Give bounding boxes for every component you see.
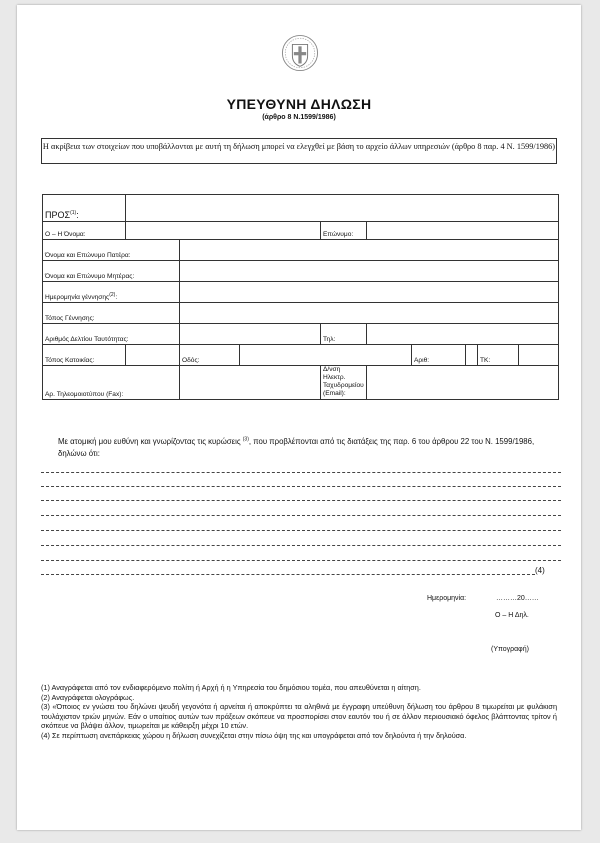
email-label: Δ/νση Ηλεκτρ. Ταχυδρομείου (Email):	[321, 366, 367, 400]
surname-field[interactable]	[367, 222, 559, 240]
table-row	[43, 345, 559, 366]
table-row	[43, 324, 559, 345]
postcode-label: ΤΚ:	[478, 345, 519, 366]
declarant-label: Ο – Η Δηλ.	[495, 612, 529, 619]
table-row	[43, 240, 559, 261]
phone-field[interactable]	[367, 324, 559, 345]
table-row	[43, 222, 559, 240]
footnote-1: (1) Αναγράφεται από τον ενδιαφερόμενο πολίτη ή Αρχή ή η Υπηρεσία του δημόσιου τομέα, που απευθύνεται η αίτηση.	[41, 683, 421, 692]
footnote-3: (3) «Όποιος εν γνώσει του δηλώνει ψευδή γεγονότα ή αρνείται ή αποκρύπτει τα αληθινά με έγγραφη υπεύθυνη δήλωση του άρθρου 8 τιμωρείται με φυλάκιση τουλάχιστον τριών μηνών. Εάν ο υπαίτιος αυτών των πράξεων σκόπευε να προσπορίσει στον εαυτόν του ή σε άλλον περιουσιακό όφελος βλάπτοντας τρίτον ή σκόπευε να βλάψει άλλον, τιμωρείται με κάθειρξη μέχρι 10 ετών.	[41, 702, 557, 730]
birthplace-field[interactable]	[180, 303, 559, 324]
date-label: Ημερομηνία:	[427, 595, 467, 602]
recipient-field[interactable]	[126, 195, 559, 222]
fax-field[interactable]	[180, 366, 321, 400]
document-subtitle: (άρθρο 8 Ν.1599/1986)	[262, 114, 336, 121]
postcode-field[interactable]	[519, 345, 559, 366]
declaration-line[interactable]	[41, 530, 561, 531]
declaration-line[interactable]	[41, 560, 561, 561]
first-name-field[interactable]	[126, 222, 321, 240]
declaration-line[interactable]	[41, 545, 561, 546]
birthplace-label: Τόπος Γέννησης:	[43, 303, 180, 324]
table-row	[43, 303, 559, 324]
birthdate-label: Ημερομηνία γέννησης$^{(2)}$:	[43, 282, 180, 303]
footnotes	[41, 683, 557, 740]
number-field[interactable]	[466, 345, 478, 366]
footnote-2: (2) Αναγράφεται ολογράφως.	[41, 692, 135, 702]
table-row	[43, 261, 559, 282]
first-name-label: Ο – Η Όνομα:	[43, 222, 126, 240]
document-title: ΥΠΕΥΘΥΝΗ ΔΗΛΩΣΗ	[226, 96, 372, 112]
declaration-line[interactable]	[41, 486, 561, 487]
footnote-4: (4) Σε περίπτωση ανεπάρκειας χώρου η δήλωση συνεχίζεται στην πίσω όψη της και υπογράφεται από τον δηλούντα ή την δηλούσα.	[41, 730, 467, 740]
table-row	[43, 195, 559, 222]
coat-of-arms-icon	[281, 33, 319, 73]
accuracy-notice: Η ακρίβεια των στοιχείων που υποβάλλονται με αυτή τη δήλωση μπορεί να ελεγχθεί με βάση το αρχείο άλλων υπηρεσιών (άρθρο 8 παρ. 4 Ν. 1599/1986)	[41, 138, 557, 164]
email-field[interactable]	[367, 366, 559, 400]
declaration-intro: Με ατομική μου ευθύνη και γνωρίζοντας τις κυρώσεις $^{(3)}$, που προβλέπονται από τις διατάξεις της παρ. 6 του άρθρου 22 του Ν. 1599/1986, δηλώνω ότι:	[58, 436, 535, 458]
declaration-page	[17, 5, 581, 830]
birthdate-field[interactable]	[180, 282, 559, 303]
residence-field[interactable]	[126, 345, 180, 366]
mother-name-field[interactable]	[180, 261, 559, 282]
id-number-label: Αριθμός Δελτίου Ταυτότητας:	[43, 324, 180, 345]
surname-label: Επώνυμο:	[321, 222, 367, 240]
declaration-line[interactable]	[41, 472, 561, 473]
phone-label: Τηλ:	[321, 324, 367, 345]
father-name-field[interactable]	[180, 240, 559, 261]
declaration-line[interactable]	[41, 574, 535, 575]
declaration-line[interactable]	[41, 500, 561, 501]
mother-name-label: Όνομα και Επώνυμο Μητέρας:	[43, 261, 180, 282]
date-field[interactable]: ………20……	[496, 595, 539, 602]
residence-label: Τόπος Κατοικίας:	[43, 345, 126, 366]
fax-label: Αρ. Τηλεομοιοτύπου (Fax):	[43, 366, 180, 400]
continuation-mark: (4)	[535, 566, 545, 575]
signature-label: (Υπογραφή)	[491, 646, 529, 653]
number-label: Αριθ:	[412, 345, 466, 366]
street-label: Οδός:	[180, 345, 240, 366]
father-name-label: Όνομα και Επώνυμο Πατέρα:	[43, 240, 180, 261]
declaration-line[interactable]	[41, 515, 561, 516]
id-number-field[interactable]	[180, 324, 321, 345]
street-field[interactable]	[240, 345, 412, 366]
recipient-label: ΠΡΟΣ$^{(1)}$:	[43, 195, 126, 222]
table-row	[43, 366, 559, 400]
declarant-details-table	[42, 194, 559, 400]
table-row	[43, 282, 559, 303]
